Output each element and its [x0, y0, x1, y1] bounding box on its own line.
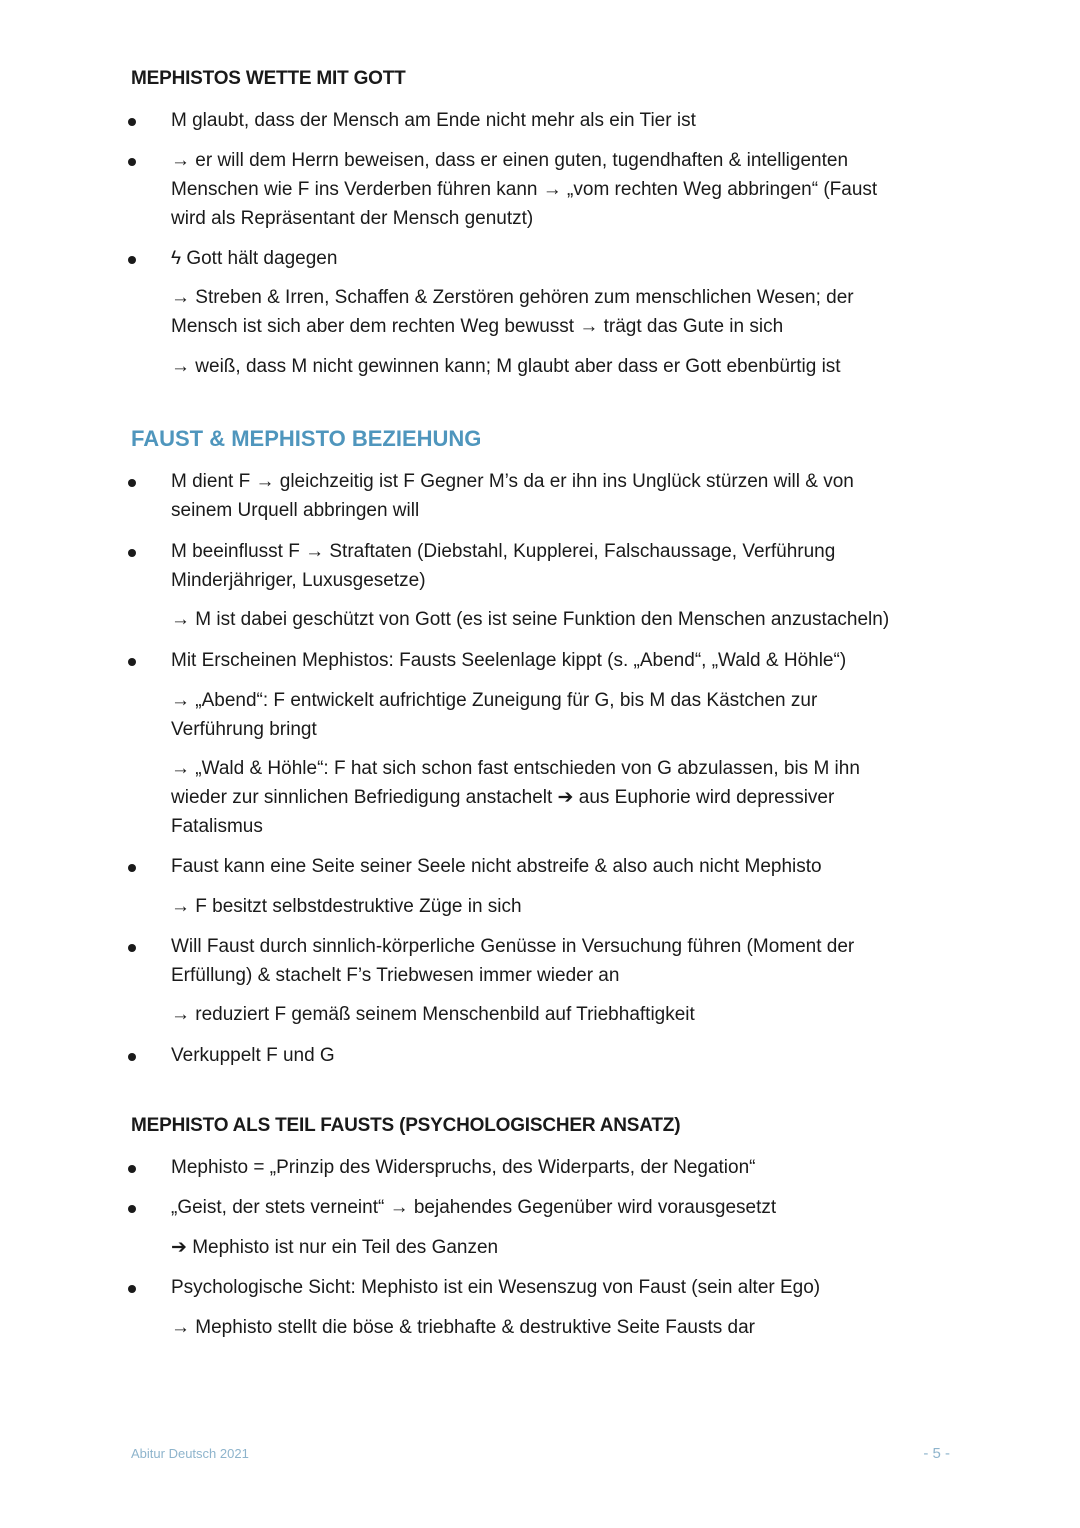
bullet-icon — [128, 1165, 136, 1173]
sub-item: → M ist dabei geschützt von Gott (es ist seine Funktion den Menschen anzustacheln) — [171, 609, 890, 630]
bullet-icon — [128, 549, 136, 557]
list-item-cont: Erfüllung) & stachelt F’s Triebwesen immer wieder an — [171, 965, 620, 986]
sub-item-cont: Mensch ist sich aber dem rechten Weg bewusst → trägt das Gute in sich — [171, 316, 784, 337]
list-item: Will Faust durch sinnlich-körperliche Genüsse in Versuchung führen (Moment der — [171, 936, 855, 957]
list-item: M beeinflusst F → Straftaten (Diebstahl, Kupplerei, Falschaussage, Verführung — [171, 541, 836, 562]
sub-item: → Mephisto stellt die böse & triebhafte & destruktive Seite Fausts dar — [171, 1317, 756, 1338]
sub-item: → Streben & Irren, Schaffen & Zerstören gehören zum menschlichen Wesen; der — [171, 287, 854, 308]
list-item-cont: seinem Urquell abbringen will — [171, 500, 420, 521]
list-item: → er will dem Herrn beweisen, dass er einen guten, tugendhaften & intelligenten — [171, 150, 849, 171]
sub-item: → F besitzt selbstdestruktive Züge in sich — [171, 896, 522, 917]
bullet-icon — [128, 1205, 136, 1213]
heading-faust-mephisto-beziehung: FAUST & MEPHISTO BEZIEHUNG — [131, 426, 482, 451]
list-item: M glaubt, dass der Mensch am Ende nicht mehr als ein Tier ist — [171, 110, 696, 131]
list-item: ϟ Gott hält dagegen — [171, 248, 338, 269]
list-item-cont: Menschen wie F ins Verderben führen kann → „vom rechten Weg abbringen“ (Faust — [171, 179, 878, 200]
bullet-icon — [128, 1053, 136, 1061]
sub-item: → „Wald & Höhle“: F hat sich schon fast entschieden von G abzulassen, bis M ihn — [171, 758, 860, 779]
list-item-cont: Minderjähriger, Luxusgesetze) — [171, 570, 426, 591]
sub-item-cont: wieder zur sinnlichen Befriedigung anstachelt ➔ aus Euphorie wird depressiver — [171, 787, 835, 808]
bullet-icon — [128, 1285, 136, 1293]
bullet-icon — [128, 864, 136, 872]
bullet-icon — [128, 118, 136, 126]
sub-item: → „Abend“: F entwickelt aufrichtige Zuneigung für G, bis M das Kästchen zur — [171, 690, 818, 711]
list-item: Mit Erscheinen Mephistos: Fausts Seelenlage kippt (s. „Abend“, „Wald & Höhle“) — [171, 650, 847, 671]
bullet-icon — [128, 479, 136, 487]
list-item-cont: wird als Repräsentant der Mensch genutzt) — [171, 208, 534, 229]
footer-title: Abitur Deutsch 2021 — [131, 1446, 249, 1461]
list-item: „Geist, der stets verneint“ → bejahendes Gegenüber wird vorausgesetzt — [171, 1197, 777, 1218]
page-number: - 5 - — [923, 1445, 950, 1462]
list-item: Verkuppelt F und G — [171, 1045, 335, 1066]
bullet-icon — [128, 256, 136, 264]
bullet-icon — [128, 944, 136, 952]
sub-item-cont: Fatalismus — [171, 816, 263, 837]
list-item: Psychologische Sicht: Mephisto ist ein Wesenszug von Faust (sein alter Ego) — [171, 1277, 821, 1298]
list-item: M dient F → gleichzeitig ist F Gegner M’s da er ihn ins Unglück stürzen will & von — [171, 471, 854, 492]
bullet-icon — [128, 658, 136, 666]
list-item: Mephisto = „Prinzip des Widerspruchs, des Widerparts, der Negation“ — [171, 1157, 756, 1178]
sub-item: → reduziert F gemäß seinem Menschenbild auf Triebhaftigkeit — [171, 1004, 695, 1025]
heading-mephistos-wette: MEPHISTOS WETTE MIT GOTT — [131, 68, 406, 89]
sub-item: → weiß, dass M nicht gewinnen kann; M glaubt aber dass er Gott ebenbürtig ist — [171, 356, 841, 377]
list-item: Faust kann eine Seite seiner Seele nicht abstreife & also auch nicht Mephisto — [171, 856, 822, 877]
heading-mephisto-als-teil-fausts: MEPHISTO ALS TEIL FAUSTS (PSYCHOLOGISCHER ANSATZ) — [131, 1115, 681, 1136]
sub-item: ➔ Mephisto ist nur ein Teil des Ganzen — [171, 1237, 499, 1258]
bullet-icon — [128, 158, 136, 166]
sub-item-cont: Verführung bringt — [171, 719, 317, 740]
